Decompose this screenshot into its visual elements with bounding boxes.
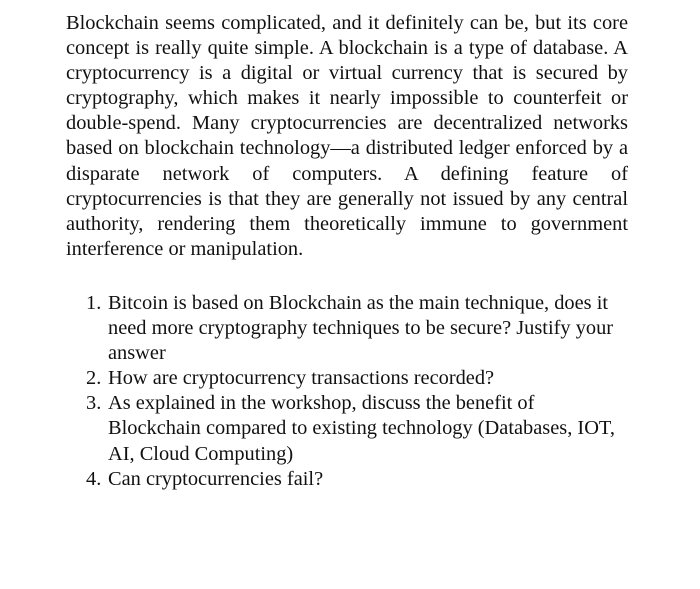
question-text: Bitcoin is based on Blockchain as the main technique, does it need more cryptography techniques to be secure? Justify your answer — [108, 292, 614, 365]
question-number: 1. — [86, 292, 102, 314]
question-item-4 — [86, 467, 626, 492]
question-number: 3. — [86, 392, 102, 415]
intro-paragraph: Blockchain seems complicated, and it definitely can be, but its core concept is really quite simple. A blockchain is a type of database. A cryptocurrency is a digital or virtual currency that is secured by cryptography, which makes it nearly impossible to counterfeit or double-spend. Many cryptocurrencies are decentralized networks based on blockchain technology—a distributed ledger enforced by a disparate network of computers. A defining feature of cryptocurrencies is that they are generally not issued by any central authority, rendering them theoretically immune to government interference or manipulation. — [66, 12, 628, 260]
question-text: Can cryptocurrencies fail? — [108, 467, 324, 490]
question-item-3 — [86, 391, 626, 466]
question-text: As explained in the workshop, discuss the benefit of Blockchain compared to existing technology (Databases, IOT, AI, Cloud Computing) — [108, 392, 615, 465]
question-list — [86, 291, 626, 492]
question-text: How are cryptocurrency transactions recorded? — [108, 367, 495, 390]
question-number: 2. — [86, 367, 102, 390]
question-item-2 — [86, 366, 626, 391]
question-number: 4. — [86, 467, 102, 490]
question-item-1 — [86, 291, 626, 366]
